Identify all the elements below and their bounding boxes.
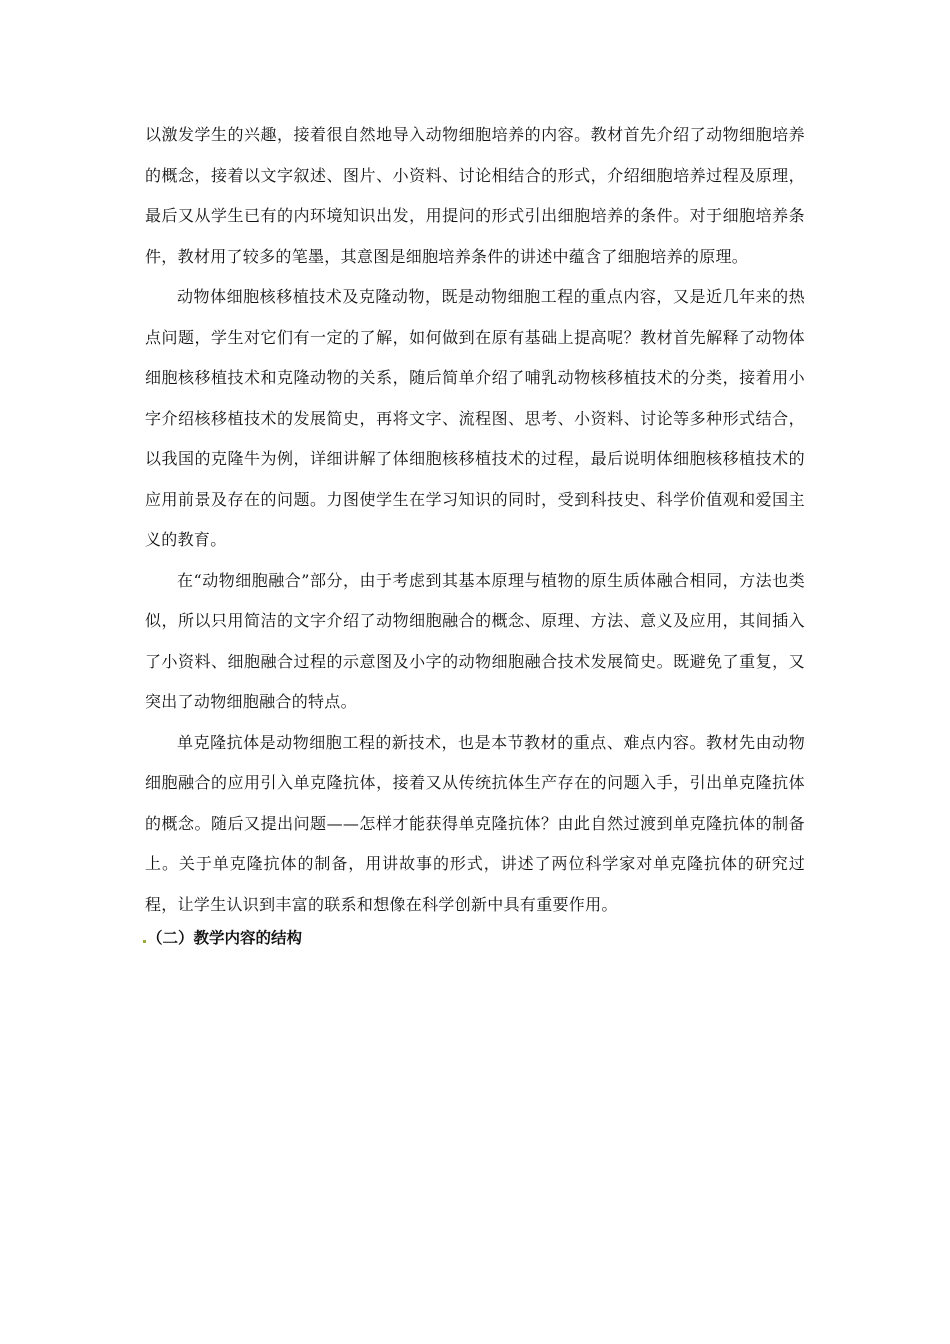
paragraph-continued: 以激发学生的兴趣，接着很自然地导入动物细胞培养的内容。教材首先介绍了动物细胞培养的概念，接着以文字叙述、图片、小资料、讨论相结合的形式，介绍细胞培养过程及原理，最后又从学生已有的内环境知识出发，用提问的形式引出细胞培养的条件。对于细胞培养条件，教材用了较多的笔墨，其意图是细胞培养条件的讲述中蕴含了细胞培养的原理。 — [145, 125, 805, 266]
dot-marker-icon — [143, 940, 146, 943]
paragraph-cell-fusion: 在“动物细胞融合”部分，由于考虑到其基本原理与植物的原生质体融合相同，方法也类似，所以只用简洁的文字介绍了动物细胞融合的概念、原理、方法、意义及应用，其间插入了小资料、细胞融合过程的示意图及小字的动物细胞融合技术发展简史。既避免了重复，又突出了动物细胞融合的特点。 — [145, 570, 805, 711]
paragraph-monoclonal-antibody: 单克隆抗体是动物细胞工程的新技术，也是本节教材的重点、难点内容。教材先由动物细胞融合的应用引入单克隆抗体，接着又从传统抗体生产存在的问题入手，引出单克隆抗体的概念。随后又提出问题——怎样才能获得单克隆抗体？由此自然过渡到单克隆抗体的制备上。关于单克隆抗体的制备，用讲故事的形式，讲述了两位科学家对单克隆抗体的研究过程，让学生认识到丰富的联系和想像在科学创新中具有重要作用。 — [145, 732, 805, 914]
section-heading — [143, 926, 302, 950]
section-heading-text: （二）教学内容的结构 — [147, 929, 303, 947]
paragraph-nuclear-transfer: 动物体细胞核移植技术及克隆动物，既是动物细胞工程的重点内容，又是近几年来的热点问题，学生对它们有一定的了解，如何做到在原有基础上提高呢？教材首先解释了动物体细胞核移植技术和克隆动物的关系，随后简单介绍了哺乳动物核移植技术的分类，接着用小字介绍核移植技术的发展简史，再将文字、流程图、思考、小资料、讨论等多种形式结合，以我国的克隆牛为例，详细讲解了体细胞核移植技术的过程，最后说明体细胞核移植技术的应用前景及存在的问题。力图使学生在学习知识的同时，受到科技史、科学价值观和爱国主义的教育。 — [145, 287, 805, 549]
body-text — [145, 115, 805, 925]
